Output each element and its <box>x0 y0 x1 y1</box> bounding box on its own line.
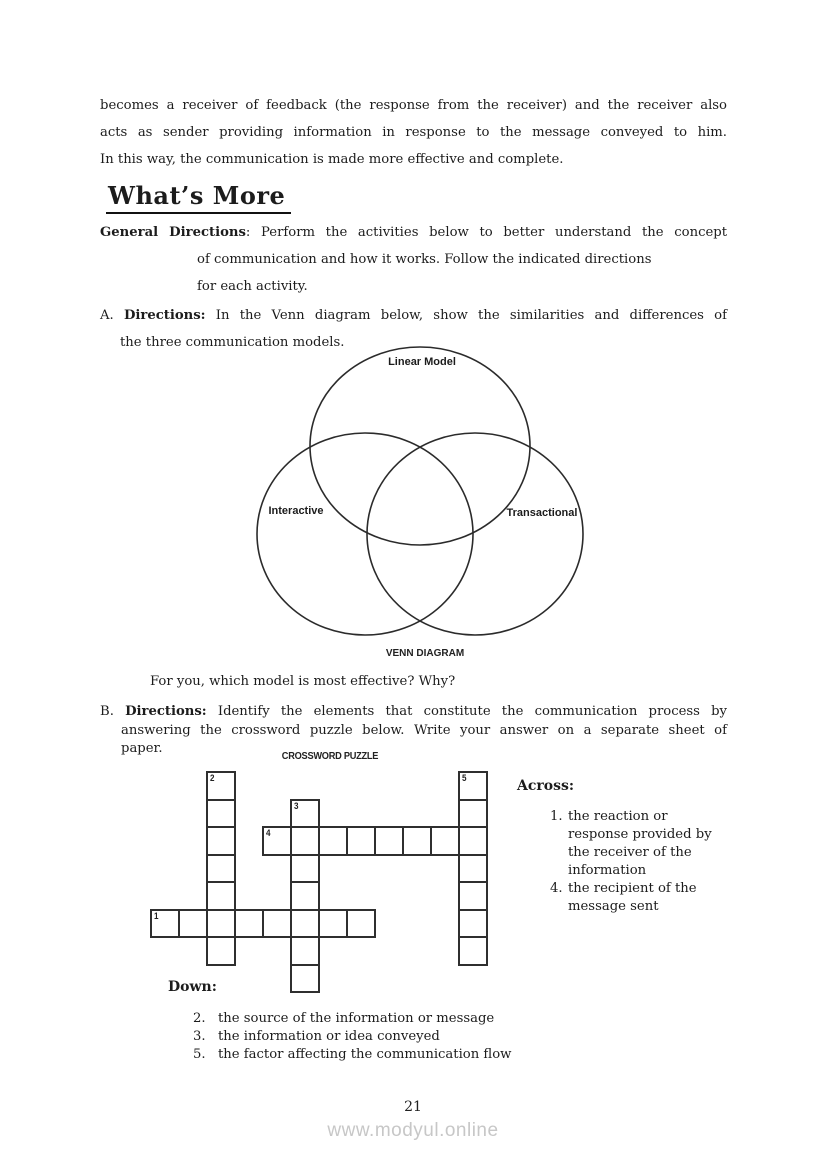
paragraph-line: of communication and how it works. Follow the indicated directions <box>197 252 652 267</box>
clue-item <box>193 1010 613 1028</box>
crossword-cell <box>290 964 320 994</box>
intro-paragraph <box>100 92 727 173</box>
crossword-cell <box>290 881 320 911</box>
crossword-cell <box>178 909 208 939</box>
crossword-cell <box>290 826 320 856</box>
venn-diagram <box>250 342 590 664</box>
crossword-clue-number: 1 <box>154 910 159 922</box>
down-clues <box>193 1010 613 1064</box>
venn-circle-linear <box>310 347 530 545</box>
crossword-cell <box>234 909 264 939</box>
section-b-directions <box>100 703 727 759</box>
clue-text: the factor affecting the communication flow <box>218 1047 512 1062</box>
clue-number: 5. <box>193 1047 206 1062</box>
crossword-cell <box>346 909 376 939</box>
crossword-cell <box>206 936 236 966</box>
crossword-cell <box>206 854 236 884</box>
crossword-clue-number: 5 <box>462 773 467 784</box>
paragraph-line: becomes a receiver of feedback (the response from the receiver) and the receiver also <box>100 98 727 113</box>
crossword-cell <box>458 909 488 939</box>
across-heading: Across: <box>517 778 575 794</box>
crossword-cell <box>458 799 488 829</box>
venn-caption: VENN DIAGRAM <box>385 648 465 659</box>
crossword-cell <box>402 826 432 856</box>
crossword-title: CROSSWORD PUZZLE <box>281 750 379 762</box>
clue-item <box>550 808 727 880</box>
paragraph-line <box>100 302 727 329</box>
item-letter: A. <box>100 308 124 323</box>
paragraph-text: Identify the elements that constitute the communication process by <box>206 704 727 719</box>
crossword-cell <box>430 826 460 856</box>
venn-label-transactional: Transactional <box>506 507 578 519</box>
crossword-cell <box>206 826 236 856</box>
venn-question: For you, which model is most effective? Why? <box>150 674 456 689</box>
paragraph-line <box>100 219 727 246</box>
general-directions <box>100 219 727 300</box>
venn-circle-transactional <box>367 433 583 635</box>
crossword-puzzle <box>150 771 490 993</box>
clue-number: 4. <box>550 881 563 896</box>
crossword-cell <box>262 909 292 939</box>
across-clues <box>517 778 727 916</box>
crossword-clue-number: 2 <box>210 773 215 784</box>
paragraph-line: answering the crossword puzzle below. Write your answer on a separate sheet of <box>121 722 727 738</box>
crossword-cell <box>458 826 488 856</box>
clue-number: 2. <box>193 1011 206 1026</box>
clue-text: the recipient of the message sent <box>568 881 697 914</box>
general-directions-label: General Directions <box>100 225 246 240</box>
crossword-cell <box>458 854 488 884</box>
crossword-cell <box>374 826 404 856</box>
paragraph-line: acts as sender providing information in response to the message conveyed to him. <box>100 125 727 140</box>
section-heading <box>106 181 291 214</box>
paragraph-line: the three communication models. <box>120 335 345 350</box>
item-letter: B. <box>100 704 126 719</box>
crossword-cell <box>290 909 320 939</box>
crossword-cell <box>318 909 348 939</box>
venn-label-linear-model: Linear Model <box>388 356 456 368</box>
crossword-cell <box>206 881 236 911</box>
clue-item <box>193 1046 613 1064</box>
venn-circle-interactive <box>257 433 473 635</box>
crossword-cell <box>346 826 376 856</box>
crossword-cell <box>290 854 320 884</box>
crossword-cell <box>458 881 488 911</box>
watermark: www.modyul.online <box>327 1120 499 1141</box>
paragraph-line: for each activity. <box>197 279 308 294</box>
crossword-cell <box>290 936 320 966</box>
directions-label: Directions: <box>123 308 206 323</box>
clue-item <box>193 1028 613 1046</box>
clue-text: the reaction or response provided by the receiver of the information <box>568 809 712 878</box>
crossword-cell <box>206 909 236 939</box>
paragraph-text: : Perform the activities below to better understand the concept <box>245 225 727 240</box>
down-heading: Down: <box>168 979 217 995</box>
clue-item <box>550 880 727 916</box>
page-number: 21 <box>404 1099 422 1115</box>
clue-text: the information or idea conveyed <box>218 1029 440 1044</box>
crossword-cell <box>458 936 488 966</box>
paragraph-line: In this way, the communication is made more effective and complete. <box>100 152 564 167</box>
venn-diagram-figure <box>250 342 590 664</box>
crossword-cell <box>206 799 236 829</box>
clue-number: 1. <box>550 809 563 824</box>
directions-label: Directions: <box>125 704 207 719</box>
venn-label-interactive: Interactive <box>268 505 324 517</box>
crossword-clue-number: 4 <box>266 828 271 839</box>
paragraph-line <box>100 703 727 722</box>
paragraph-line: paper. <box>121 741 163 757</box>
clue-number: 3. <box>193 1029 206 1044</box>
paragraph-text: In the Venn diagram below, show the similarities and differences of <box>205 308 727 323</box>
crossword-cell <box>318 826 348 856</box>
clue-text: the source of the information or message <box>218 1011 495 1026</box>
crossword-clue-number: 3 <box>294 800 299 812</box>
whats-more-heading: What’s More <box>106 181 291 214</box>
